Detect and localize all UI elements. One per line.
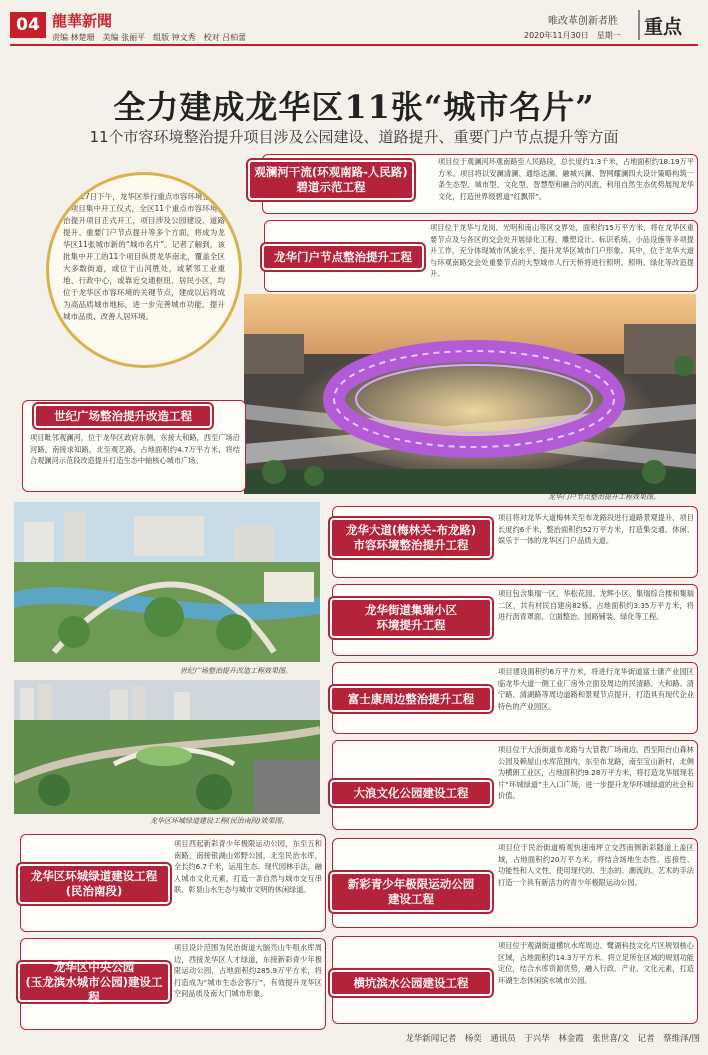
project-text-xincai: 项目位于民治街道梅观快速南坪立交西南侧新彩隧道上盖区域，占地面积约20万平方米。将结合场地生态性、连接性、功能性和人文性，使用现代的、生态的、潮流的、艺术的手法打造一个具有新活力的青少年极限运动公园。 <box>498 843 694 887</box>
greenway-photo <box>14 680 320 814</box>
editor-credits: 责编 林楚珊 美编 张丽平 组版 钟文秀 校对 吕柏蕾 <box>52 33 247 42</box>
byline: 龙华新闻记者 杨奕 通讯员 于兴华 林金霞 张世喜/文 记者 蔡维泽/图 <box>405 1034 700 1044</box>
project-text-foxconn: 项目建设面积约6万平方米，将进行龙华街道富士康产业园区临龙华大道一侧工业厂房外立面及周边的民清路、大和路、清宁路、清湖路等周边道路和景观节点提升，打造具有现代企业特色的产业园区。 <box>498 667 694 711</box>
section-name: 重点 <box>644 16 683 38</box>
caption-greenway: 龙华区环城绿道建设工程(民治南段)效果图。 <box>150 817 289 825</box>
project-text-dalang: 项目位于大浪街道布龙路与大管教广场南边，西至阳台山森林公园及赖屋山水库范围内，东至布龙路，南至宝山新村，北侧为横朗工业区，占地面积约9.28万平方米，将打造龙华展现名片“环城绿道”主入口广场，进一步提升龙华环城绿道的社会和价值。 <box>498 745 694 800</box>
gateway-rendering-photo <box>244 294 696 494</box>
project-title-foxconn: 富士康周边整治提升工程 <box>330 686 492 712</box>
century-plaza-photo <box>14 502 320 662</box>
headline: 全力建成龙华区11张“城市名片” <box>113 88 595 126</box>
project-text-hengkeng: 项目位于观湖街道横坑水库周边、鹭湖科技文化片区规划核心区域，占地面积约14.3万平方米。将立足所在区域的规划功能定位，结合水库资源优势，融入行政、产业、文化元素，打造环湖生态休闲滨水城市公园。 <box>498 941 694 985</box>
caption-century: 世纪广场整治提升改造工程效果图。 <box>180 667 292 675</box>
project-title-century: 世纪广场整治提升改造工程 <box>34 404 212 428</box>
greenway-image <box>14 680 320 814</box>
header-rule <box>10 44 698 46</box>
gateway-rendering-image <box>244 294 696 494</box>
issue-date: 2020年11月30日 星期一 <box>524 31 621 40</box>
project-text-avenue: 项目将对龙华大道梅林关至布龙路段进行道路景观提升，项目长度约6千米，整治面积约52万平方米，打造集交通、休闲、娱乐于一体的龙华区门户品质大道。 <box>498 513 694 545</box>
project-title-greenway: 龙华区环城绿道建设工程 (民治南段) <box>18 864 170 904</box>
lead-circle <box>46 172 242 368</box>
masthead <box>0 0 708 46</box>
project-title-guanlan: 观澜河干流(环观南路-人民路) 碧道示范工程 <box>248 160 414 200</box>
project-title-gateway: 龙华门户节点整治提升工程 <box>262 244 424 270</box>
project-title-central-park: 龙华区中央公园 (玉龙滨水城市公园)建设工程 <box>18 962 170 1002</box>
caption-gateway: 龙华门户节点整治提升工程效果图。 <box>548 493 660 501</box>
project-title-avenue: 龙华大道(梅林关-布龙路) 市容环境整治提升工程 <box>330 518 492 558</box>
page-number: 04 <box>10 12 46 38</box>
century-plaza-image <box>14 502 320 662</box>
project-text-central-park: 项目设计范围为民治街道大脑壳山牛咀水库周边，西接龙华区人才绿道，东接新彩青少年极限运动公园，占地面积约285.9万平方米，将打造成为“城市生态会客厅”，有效提升龙华区空间品质及南大门城市形象。 <box>174 943 322 998</box>
lead-text: 11月27日下午，龙华区举行重点市容环境整治提升项目集中开工仪式，全区11个重点市容环境整治提升项目正式开工，项目涉及公园建设、道路提升、重要门户节点提升等多个方面，将成为龙华区11张城市新的“城市名片”。记者了解到，该批集中开工的11个项目纵贯龙华南北，覆盖全区大多数街道，或位于山河胜处，或紧邻工业重地、行政中心，或靠近交通枢纽、居民小区，均位于龙华区市容环境的关键节点，建成以后将成为高品质城市地标，进一步完善城市功能、提升城市品质、改善人居环境。 <box>63 192 225 321</box>
project-title-xincai: 新彩青少年极限运动公园 建设工程 <box>330 872 492 912</box>
header-divider <box>638 10 640 40</box>
slogan: 唯改革创新者胜 <box>548 16 618 27</box>
project-title-hengkeng: 横坑滨水公园建设工程 <box>330 970 492 996</box>
paper-name: 龍華新聞 <box>52 12 113 30</box>
project-text-guanlan: 项目位于观澜河环观南路至人民路段，总长度约1.3千米，占地面积约18.19万平方米。项目将以安澜清澜、通络达澜、融城兴澜、智网耀澜四大设计策略构筑一条生态型、城市型、文化型、智慧型和融合的河流，利用自然生态优势展现龙华文化，打造世界级碧道“红飘带”。 <box>438 157 694 201</box>
project-title-jirui: 龙华街道集瑞小区 环境提升工程 <box>330 598 492 638</box>
project-text-gateway: 项目位于龙华与龙岗、光明和南山等区交界处，面积约15万平方米，将在龙华区重要节点及与各区的交会处开展绿化工程、雕塑设计、标识系统、小品设施等多项提升工作，充分体现城市风貌水平，提升龙华区城市门户形象。其中，位于龙华大道与环观南路交会处重要节点的大型城市人行天桥将进行照明、照明、绿化等改造提升。 <box>430 223 694 278</box>
project-text-jirui: 项目包含集瑞一区、华松花园、龙辉小区、集瑞综合楼和集瑞二区，共有村民自建房82栋，占地面积约3.35万平方米，将进行沥青罩面、立面整治、园路铺装、绿化等工程。 <box>498 589 694 621</box>
project-title-dalang: 大浪文化公园建设工程 <box>330 780 492 806</box>
project-text-century: 项目毗邻观澜河，位于龙华区政府东侧，东接大和路，西至广场沿河路，南接求知路，北至观艺路，占地面积约4.7万平方米，将结合观澜河示范段改造提升打造生态中轴核心城市广场。 <box>30 433 240 465</box>
project-text-greenway: 项目西起新彩青少年极限运动公园，东至五和南路，南接银湖山郊野公园，北至民治水库，全长约6.7千米，运用生态、现代园林手法，融入城市文化元素，打造一条自然与城市交互串联、彰显山水生态与城市文明的休闲绿道。 <box>174 839 322 894</box>
subheadline: 11个市容环境整治提升项目涉及公园建设、道路提升、重要门户节点提升等方面 <box>89 128 619 146</box>
